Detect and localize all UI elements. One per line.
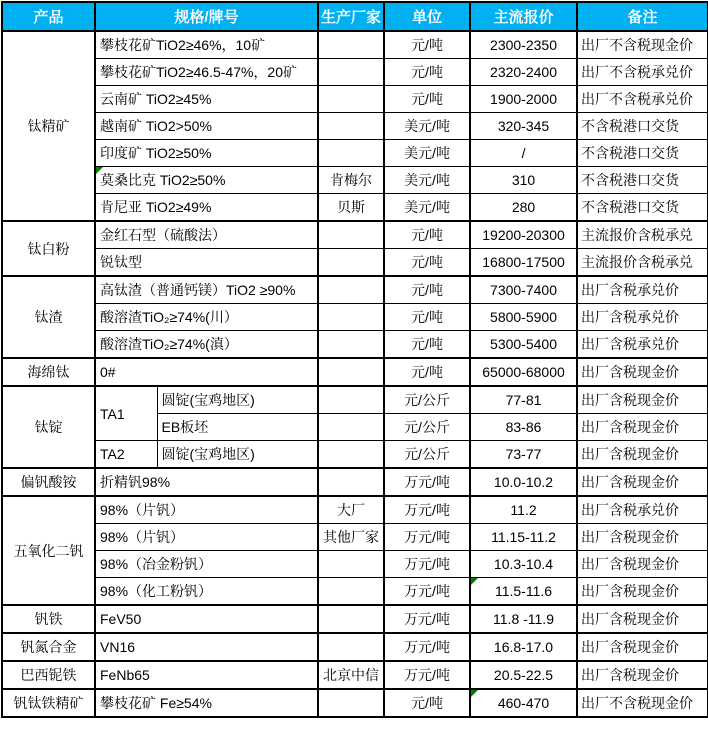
note-cell: 出厂含税现金价	[577, 414, 708, 441]
price-cell: 73-77	[470, 441, 577, 469]
price-cell: 280	[470, 194, 577, 222]
spec-cell: FeV50	[95, 605, 318, 633]
maker-cell	[318, 551, 384, 578]
note-cell: 出厂含税现金价	[577, 386, 708, 414]
maker-cell	[318, 304, 384, 331]
price-cell: 20.5-22.5	[470, 661, 577, 689]
price-cell: 5300-5400	[470, 331, 577, 359]
price-text: 460-470	[497, 695, 550, 711]
form-cell: 圆锭(宝鸡地区)	[157, 386, 318, 414]
unit-cell: 万元/吨	[384, 551, 470, 578]
maker-cell	[318, 414, 384, 441]
spec-cell: 98%（片钒）	[95, 524, 318, 551]
grade-cell: TA1	[95, 386, 157, 441]
note-cell: 出厂含税现金价	[577, 661, 708, 689]
spec-cell: 攀枝花矿TiO2≥46.5-47%，20矿	[95, 59, 318, 86]
unit-cell: 元/吨	[384, 86, 470, 113]
price-cell: 16800-17500	[470, 249, 577, 277]
comment-flag-icon	[471, 690, 478, 697]
unit-cell: 元/吨	[384, 31, 470, 59]
product-cell: 钒钛铁精矿	[2, 689, 95, 717]
table-row	[2, 140, 708, 167]
price-cell: 10.3-10.4	[470, 551, 577, 578]
table-row	[2, 524, 708, 551]
price-cell: 77-81	[470, 386, 577, 414]
spec-cell: FeNb65	[95, 661, 318, 689]
unit-cell: 万元/吨	[384, 605, 470, 633]
note-cell: 出厂含税承兑价	[577, 496, 708, 524]
note-cell: 出厂含税现金价	[577, 578, 708, 606]
maker-cell	[318, 468, 384, 496]
table-row	[2, 551, 708, 578]
note-cell: 出厂含税承兑价	[577, 304, 708, 331]
maker-cell	[318, 386, 384, 414]
unit-cell: 万元/吨	[384, 468, 470, 496]
unit-cell: 万元/吨	[384, 496, 470, 524]
price-cell: 5800-5900	[470, 304, 577, 331]
table-row	[2, 113, 708, 140]
maker-cell	[318, 578, 384, 606]
table-row	[2, 386, 708, 414]
note-cell: 不含税港口交货	[577, 140, 708, 167]
spec-cell: 攀枝花矿TiO2≥46%，10矿	[95, 31, 318, 59]
maker-cell	[318, 605, 384, 633]
table-row	[2, 86, 708, 113]
product-cell: 钒氮合金	[2, 633, 95, 661]
product-cell: 钛锭	[2, 386, 95, 468]
price-cell: /	[470, 140, 577, 167]
note-cell: 出厂含税现金价	[577, 605, 708, 633]
price-table	[1, 1, 708, 718]
maker-cell	[318, 86, 384, 113]
price-cell: 10.0-10.2	[470, 468, 577, 496]
product-cell: 钛渣	[2, 276, 95, 358]
maker-cell	[318, 59, 384, 86]
spec-cell: 攀枝花矿 Fe≥54%	[95, 689, 318, 717]
unit-cell: 美元/吨	[384, 113, 470, 140]
note-cell: 出厂不含税现金价	[577, 689, 708, 717]
table-row	[2, 221, 708, 249]
price-cell: 7300-7400	[470, 276, 577, 304]
note-cell: 不含税港口交货	[577, 194, 708, 222]
table-row	[2, 249, 708, 277]
note-cell: 出厂含税承兑价	[577, 331, 708, 359]
note-cell: 出厂含税承兑价	[577, 276, 708, 304]
col-header-spec: 规格/牌号	[95, 2, 318, 31]
unit-cell: 元/公斤	[384, 414, 470, 441]
table-row	[2, 661, 708, 689]
table-row	[2, 496, 708, 524]
unit-cell: 美元/吨	[384, 167, 470, 194]
spec-cell	[95, 167, 318, 194]
comment-flag-icon	[96, 167, 103, 174]
note-cell: 出厂含税现金价	[577, 468, 708, 496]
unit-cell: 元/吨	[384, 304, 470, 331]
col-header-product: 产品	[2, 2, 95, 31]
spec-cell: 印度矿 TiO2≥50%	[95, 140, 318, 167]
price-cell: 16.8-17.0	[470, 633, 577, 661]
col-header-note: 备注	[577, 2, 708, 31]
table-row	[2, 605, 708, 633]
note-cell: 出厂不含税承兑价	[577, 86, 708, 113]
spec-cell: 高钛渣（普通钙镁）TiO2 ≥90%	[95, 276, 318, 304]
spec-text: 莫桑比克 TiO2≥50%	[100, 172, 226, 188]
maker-cell	[318, 276, 384, 304]
table-row	[2, 633, 708, 661]
spec-cell: 98%（冶金粉钒）	[95, 551, 318, 578]
note-cell: 不含税港口交货	[577, 167, 708, 194]
price-cell: 83-86	[470, 414, 577, 441]
unit-cell: 元/公斤	[384, 386, 470, 414]
maker-cell: 其他厂家	[318, 524, 384, 551]
spec-cell: 云南矿 TiO2≥45%	[95, 86, 318, 113]
price-cell: 2320-2400	[470, 59, 577, 86]
maker-cell	[318, 249, 384, 277]
price-cell: 65000-68000	[470, 358, 577, 386]
table-row	[2, 304, 708, 331]
price-cell: 19200-20300	[470, 221, 577, 249]
maker-cell	[318, 113, 384, 140]
note-cell: 出厂不含税承兑价	[577, 59, 708, 86]
header-row	[2, 2, 708, 31]
spec-cell: 98%（化工粉钒）	[95, 578, 318, 606]
spec-cell: 酸溶渣TiO₂≥74%(川）	[95, 304, 318, 331]
product-cell: 偏钒酸铵	[2, 468, 95, 496]
comment-flag-icon	[471, 578, 478, 585]
product-cell: 巴西铌铁	[2, 661, 95, 689]
maker-cell	[318, 221, 384, 249]
unit-cell: 元/吨	[384, 689, 470, 717]
product-cell: 钒铁	[2, 605, 95, 633]
unit-cell: 万元/吨	[384, 633, 470, 661]
note-cell: 出厂含税现金价	[577, 358, 708, 386]
price-cell: 11.2	[470, 496, 577, 524]
unit-cell: 元/吨	[384, 276, 470, 304]
table-row	[2, 578, 708, 606]
price-cell: 11.15-11.2	[470, 524, 577, 551]
unit-cell: 元/公斤	[384, 441, 470, 469]
spec-cell: 肯尼亚 TiO2≥49%	[95, 194, 318, 222]
col-header-unit: 单位	[384, 2, 470, 31]
product-cell: 钛精矿	[2, 31, 95, 221]
product-cell: 钛白粉	[2, 221, 95, 276]
spec-cell: 酸溶渣TiO₂≥74%(滇）	[95, 331, 318, 359]
unit-cell: 美元/吨	[384, 140, 470, 167]
table-row	[2, 358, 708, 386]
maker-cell: 贝斯	[318, 194, 384, 222]
table-row	[2, 468, 708, 496]
price-cell	[470, 578, 577, 606]
maker-cell: 大厂	[318, 496, 384, 524]
unit-cell: 美元/吨	[384, 194, 470, 222]
maker-cell: 北京中信	[318, 661, 384, 689]
maker-cell	[318, 689, 384, 717]
grade-cell: TA2	[95, 441, 157, 469]
price-cell: 2300-2350	[470, 31, 577, 59]
price-cell	[470, 689, 577, 717]
table-row	[2, 276, 708, 304]
table-row	[2, 689, 708, 717]
table-row	[2, 31, 708, 59]
price-cell: 320-345	[470, 113, 577, 140]
maker-cell: 肯梅尔	[318, 167, 384, 194]
table-row	[2, 167, 708, 194]
note-cell: 出厂含税现金价	[577, 524, 708, 551]
col-header-maker: 生产厂家	[318, 2, 384, 31]
spec-cell: 越南矿 TiO2>50%	[95, 113, 318, 140]
spec-cell: 折精钒98%	[95, 468, 318, 496]
note-cell: 主流报价含税承兑	[577, 221, 708, 249]
spec-cell: VN16	[95, 633, 318, 661]
maker-cell	[318, 358, 384, 386]
price-cell: 1900-2000	[470, 86, 577, 113]
maker-cell	[318, 331, 384, 359]
price-cell: 11.8 -11.9	[470, 605, 577, 633]
table-row	[2, 59, 708, 86]
unit-cell: 元/吨	[384, 331, 470, 359]
table-row	[2, 194, 708, 222]
spec-cell: 98%（片钒）	[95, 496, 318, 524]
note-cell: 出厂含税现金价	[577, 551, 708, 578]
note-cell: 出厂含税现金价	[577, 633, 708, 661]
maker-cell	[318, 633, 384, 661]
unit-cell: 元/吨	[384, 59, 470, 86]
table-row	[2, 331, 708, 359]
maker-cell	[318, 441, 384, 469]
note-cell: 出厂不含税现金价	[577, 31, 708, 59]
spec-cell: 0#	[95, 358, 318, 386]
col-header-price: 主流报价	[470, 2, 577, 31]
note-cell: 出厂含税现金价	[577, 441, 708, 469]
product-cell: 五氧化二钒	[2, 496, 95, 605]
price-cell: 310	[470, 167, 577, 194]
unit-cell: 万元/吨	[384, 661, 470, 689]
unit-cell: 元/吨	[384, 221, 470, 249]
unit-cell: 元/吨	[384, 249, 470, 277]
note-cell: 主流报价含税承兑	[577, 249, 708, 277]
spec-cell: 金红石型（硫酸法）	[95, 221, 318, 249]
price-text: 11.5-11.6	[494, 583, 553, 599]
form-cell: 圆锭(宝鸡地区)	[157, 441, 318, 469]
product-cell: 海绵钛	[2, 358, 95, 386]
maker-cell	[318, 140, 384, 167]
spec-cell: 锐钛型	[95, 249, 318, 277]
unit-cell: 元/吨	[384, 358, 470, 386]
table-row	[2, 441, 708, 469]
unit-cell: 万元/吨	[384, 524, 470, 551]
form-cell: EB板坯	[157, 414, 318, 441]
unit-cell: 万元/吨	[384, 578, 470, 606]
maker-cell	[318, 31, 384, 59]
note-cell: 不含税港口交货	[577, 113, 708, 140]
